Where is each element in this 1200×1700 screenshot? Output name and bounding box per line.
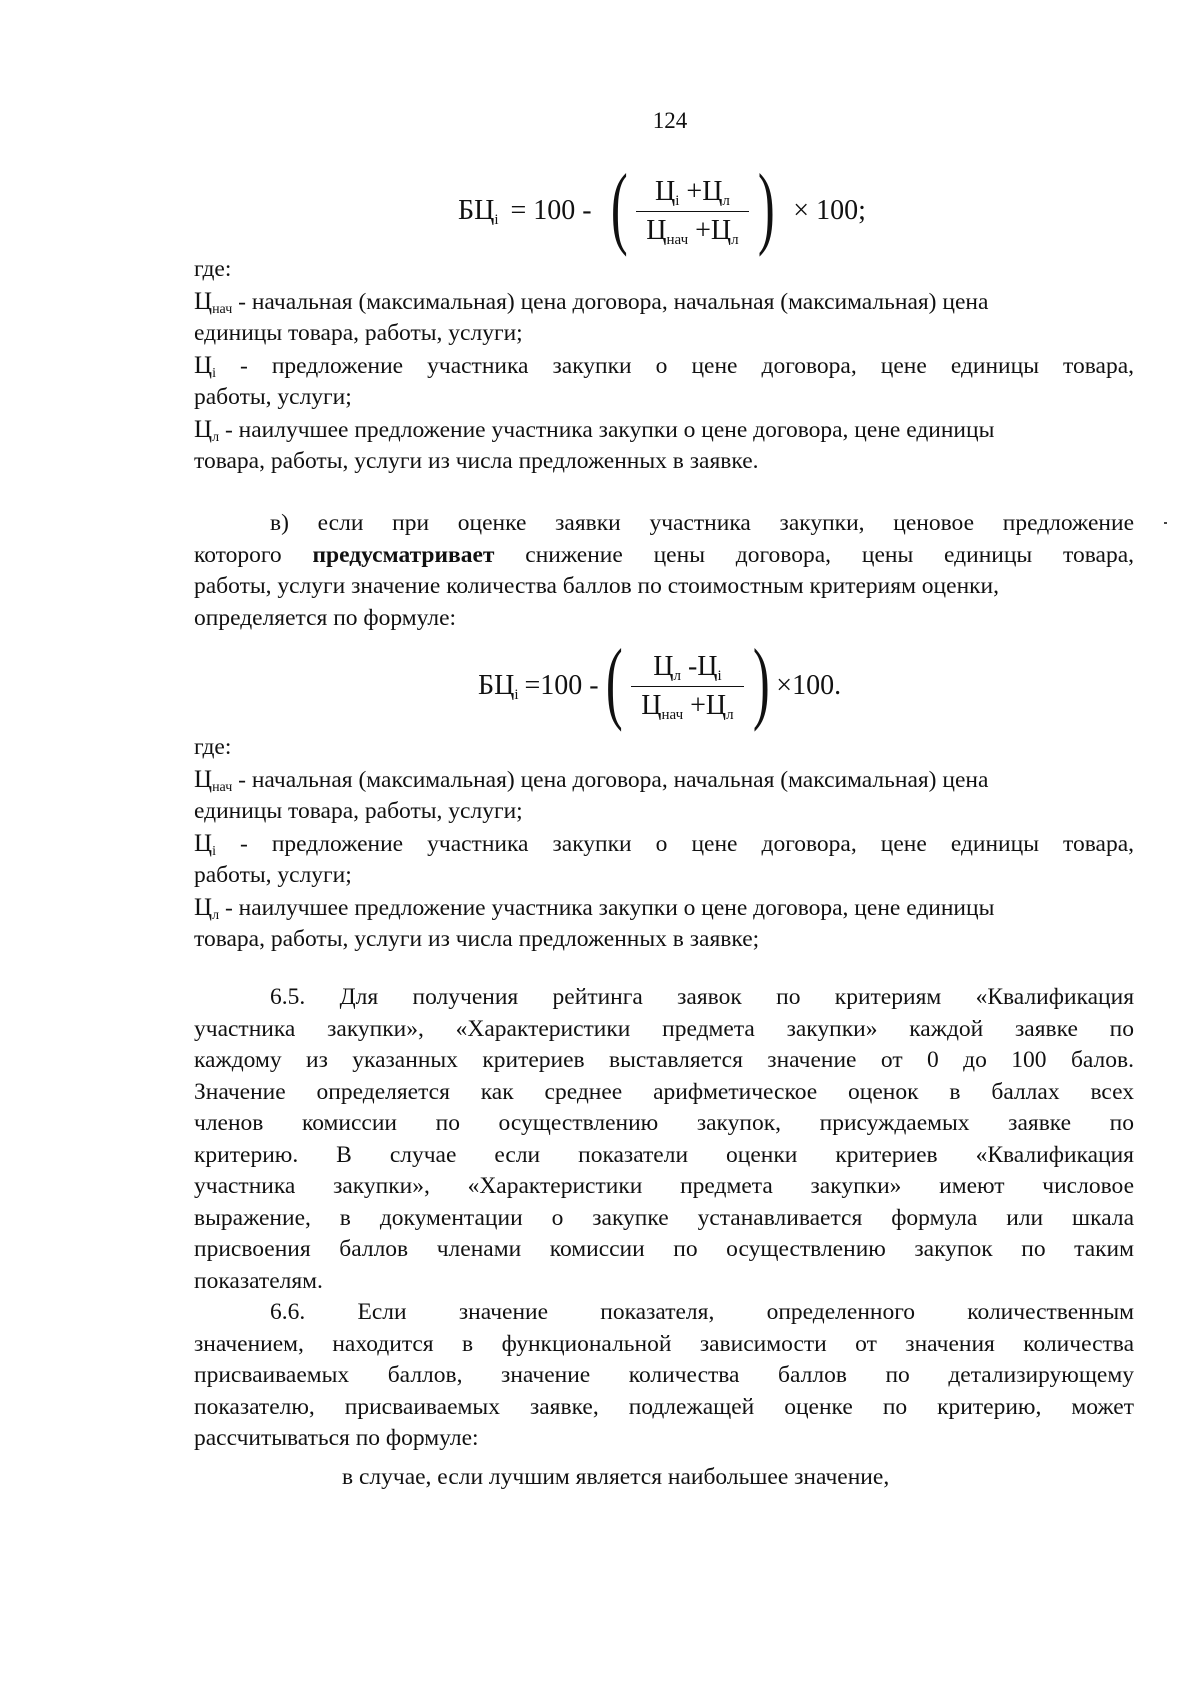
formula-tail: ×100. xyxy=(776,670,842,701)
formula-score-2: $БЦ_i$ =100 - ( $\frac{Ц_л -Ц_i}{Ц_{нач} +Ц_л}$ ) ×100. xyxy=(478,630,842,732)
paragraph-6-5: 6.5. Для получения рейтинга заявок по критериям «Квалификация участника закупки», «Характеристики предмета закупки» каждой заявке по каждому из указанных критериев выставляется значение от 0 до 100 балов. Значение определяется как среднее арифметическое оценок в баллах всех членов комиссии по осуществлению закупок, присуждаемых заявке по критерию. В случае если показатели оценки критериев «Квалификация участника закупки», «Характеристики предмета закупки» имеют числовое выражение, в документации о закупке устанавливается формула или шкала присвоения баллов членами комиссии по осуществлению закупок по таким показателям. xyxy=(194,984,1134,1294)
formula-denominator: $Ц_{нач} +Ц_л$ xyxy=(631,686,743,722)
where-label: где: xyxy=(194,734,232,760)
formula-equals: =100 - xyxy=(524,670,599,701)
formula-score-1: $БЦ_i$ = 100 - ( $\frac{Ц_i +Ц_л}{Ц_{нач} +Ц_л}$ ) × 100; xyxy=(458,155,866,257)
where-label: где: xyxy=(194,256,232,282)
formula-tail: × 100; xyxy=(793,195,866,226)
formula-numerator: $Ц_л$ $-Ц_i$ xyxy=(653,650,722,684)
emphasis-text: предусматривает xyxy=(312,541,495,568)
paragraph-6-6: 6.6. Если значение показателя, определенного количественным значением, находится в функциональной зависимости от значения количества присваиваемых баллов, значение количества баллов по детализирующему показателю, присваиваемых заявке, подлежащей оценке по критерию, может рассчитываться по формуле: xyxy=(194,1299,1134,1451)
definition-c-i: $Ц_i$ - предложение участника закупки о цене договора, цене единицы товара, xyxy=(194,351,1135,381)
formula-equals: = 100 - xyxy=(510,195,592,226)
formula-lhs: $БЦ_i$ xyxy=(458,195,499,228)
formula-fraction xyxy=(636,176,748,247)
page-number: 124 xyxy=(652,108,688,133)
definition-c-l: $Ц_л$ - наилучшее предложение участника закупки о цене договора, цене единицы xyxy=(194,415,995,445)
formula-numerator: $Ц_i +Ц_л$ xyxy=(654,175,730,209)
definition-c-i: $Ц_i$ - предложение участника закупки о цене договора, цене единицы товара, xyxy=(194,829,1135,859)
formula-fraction xyxy=(631,651,743,722)
definition-c-nach: $Ц_{нач}$ - начальная (максимальная) цена договора, начальная (максимальная) цена xyxy=(194,765,989,795)
definitions-1: где: $Ц_{нач}$ - начальная (максимальная) цена договора, начальная (максимальная) цена единицы товара, работы, услуги; $Ц_i$ - предложение участника закупки о цене договора, цене единицы товара, работы, услуги; $Ц_л$ - наилучшее предложение участника закупки о цене договора, цене единицы товара, работы, услуги из числа предложенных в заявке. xyxy=(194,256,1135,474)
closing-line: в случае, если лучшим является наибольшее значение, xyxy=(342,1464,890,1490)
formula-lhs: $БЦ_i$ xyxy=(478,670,519,703)
scan-speck xyxy=(1164,522,1167,524)
paragraph-v: в) если при оценке заявки участника закупки, ценовое предложение которого предусматривает снижение цены договора, цены единицы товара, работы, услуги значение количества баллов по стоимостным критериям оценки, определяется по формуле: xyxy=(194,510,1135,631)
definitions-2: где: $Ц_{нач}$ - начальная (максимальная) цена договора, начальная (максимальная) цена единицы товара, работы, услуги; $Ц_i$ - предложение участника закупки о цене договора, цене единицы товара, работы, услуги; $Ц_л$ - наилучшее предложение участника закупки о цене договора, цене единицы товара, работы, услуги из числа предложенных в заявке; xyxy=(194,734,1135,952)
definition-c-l: $Ц_л$ - наилучшее предложение участника закупки о цене договора, цене единицы xyxy=(194,893,995,923)
formula-denominator: $Ц_{нач} +Ц_л$ xyxy=(636,211,748,247)
definition-c-nach: $Ц_{нач}$ - начальная (максимальная) цена договора, начальная (максимальная) цена xyxy=(194,287,989,317)
